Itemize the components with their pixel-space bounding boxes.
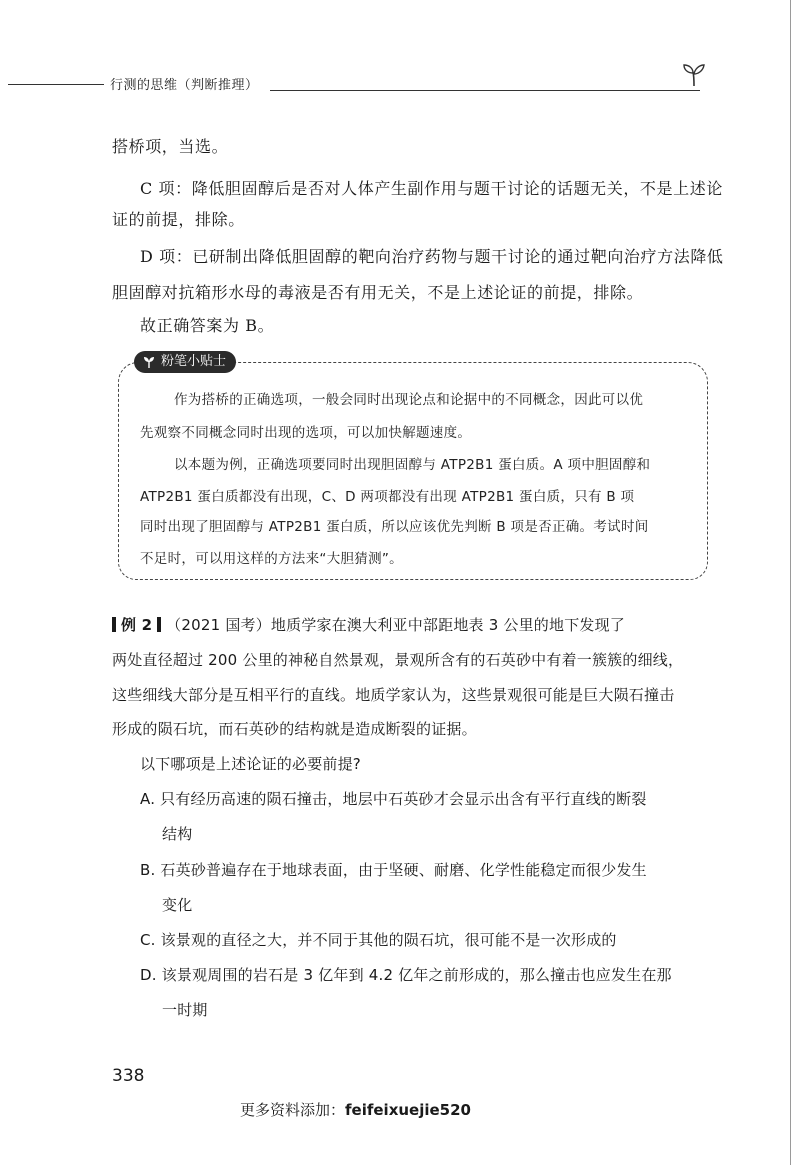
analysis-conclusion: 故正确答案为 B。 [140,316,275,335]
option-a-line-2: 结构 [162,825,193,843]
option-a-line-1: A. 只有经历高速的陨石撞击，地层中石英砂才会显示出含有平行直线的断裂 [140,790,647,808]
more-info-wechat: feifeixuejie520 [345,1101,471,1119]
running-title: 行测的思维（判断推理） [110,78,259,93]
example-bar-right [157,617,161,632]
example-stem-line: 形成的陨石坑，而石英砂的结构就是造成断裂的证据。 [112,720,477,738]
more-info-prefix: 更多资料添加： [240,1101,346,1119]
tip-line: 作为搭桥的正确选项，一般会同时出现论点和论据中的不同概念，因此可以优 [174,392,644,408]
option-b-line-2: 变化 [162,896,193,914]
example-question: 以下哪项是上述论证的必要前提? [140,755,361,773]
tip-line: 先观察不同概念同时出现的选项，可以加快解题速度。 [140,425,472,441]
tip-tag-label: 粉笔小贴士 [161,354,227,369]
page-number: 338 [112,1066,145,1086]
example-bar-left [112,617,116,632]
tip-line: 同时出现了胆固醇与 ATP2B1 蛋白质，所以应该优先判断 B 项是否正确。考试时间 [140,519,649,535]
option-b-line-1: B. 石英砂普遍存在于地球表面，由于坚硬、耐磨、化学性能稳定而很少发生 [140,861,647,879]
sprout-icon [142,355,156,369]
tip-tag [134,351,236,373]
example-stem-line: 这些细线大部分是互相平行的直线。地质学家认为，这些景观很可能是巨大陨石撞击 [112,686,675,704]
option-c-line-1: C. 该景观的直径之大，并不同于其他的陨石坑，很可能不是一次形成的 [140,931,617,949]
header-left-rule [8,84,104,85]
tip-line: 以本题为例，正确选项要同时出现胆固醇与 ATP2B1 蛋白质。A 项中胆固醇和 [174,457,651,473]
option-d-line-2: 一时期 [162,1001,208,1019]
analysis-option-c-line-1: C 项：降低胆固醇后是否对人体产生副作用与题干讨论的话题无关，不是上述论 [140,179,723,198]
analysis-option-c-line-2: 证的前提，排除。 [112,210,245,229]
tip-line: ATP2B1 蛋白质都没有出现，C、D 两项都没有出现 ATP2B1 蛋白质，只有 B 项 [140,489,635,505]
analysis-option-d-line-2: 胆固醇对抗箱形水母的毒液是否有用无关，不是上述论证的前提，排除。 [112,283,644,302]
scan-edge-line [790,0,791,1165]
option-d-line-1: D. 该景观周围的岩石是 3 亿年到 4.2 亿年之前形成的，那么撞击也应发生在那 [140,966,672,984]
running-header [8,72,708,96]
example-first-line [112,614,625,636]
more-info-note [240,1099,471,1120]
example-stem-line: 地质学家在澳大利亚中部距地表 3 公里的地下发现了 [270,616,626,634]
tip-line: 不足时，可以用这样的方法来“大胆猜测”。 [140,551,403,567]
analysis-option-d-line-1: D 项：已研制出降低胆固醇的靶向治疗药物与题干讨论的通过靶向治疗方法降低 [140,247,724,266]
example-label: 例 2 [120,616,153,634]
example-stem-line: 两处直径超过 200 公里的神秘自然景观，景观所含有的石英砂中有着一簇簇的细线， [112,651,684,669]
example-source: （2021 国考） [166,616,271,634]
header-right-rule [270,90,700,91]
sprout-icon [680,62,708,88]
analysis-line-bridge: 搭桥项，当选。 [112,137,229,156]
